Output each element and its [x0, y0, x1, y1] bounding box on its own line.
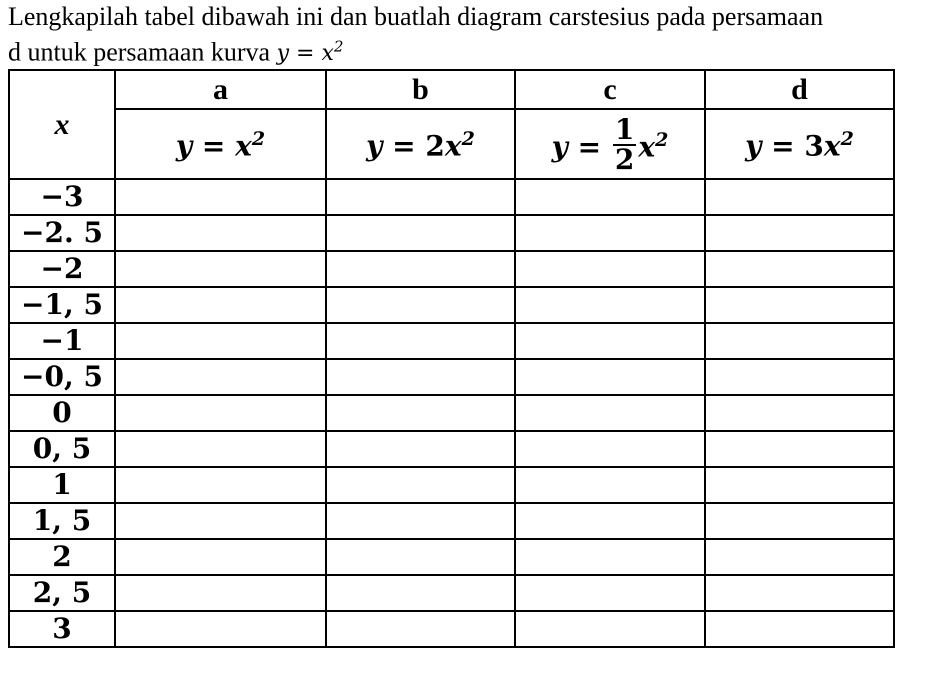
- answer-cell-d[interactable]: [705, 575, 894, 611]
- answer-cell-d[interactable]: [705, 251, 894, 287]
- answer-cell-a[interactable]: [115, 251, 326, 287]
- instruction-text: [8, 2, 943, 69]
- answer-cell-c[interactable]: [515, 539, 705, 575]
- answer-cell-d[interactable]: [705, 395, 894, 431]
- header-col-c: c: [515, 70, 705, 109]
- answer-cell-c[interactable]: [515, 323, 705, 359]
- answer-cell-d[interactable]: [705, 215, 894, 251]
- table-row: [9, 575, 894, 611]
- x-value-cell: 1: [9, 467, 115, 503]
- table-row: [9, 287, 894, 323]
- x-value-cell: −1: [9, 323, 115, 359]
- x-value-cell: −2. 5: [9, 215, 115, 251]
- instruction-eq-rhs: x: [321, 41, 334, 67]
- answer-cell-c[interactable]: [515, 431, 705, 467]
- equation-c: y = $\frac{1}{2}$ $x^2$: [515, 109, 705, 179]
- answer-cell-b[interactable]: [326, 323, 515, 359]
- x-value-cell: 0, 5: [9, 431, 115, 467]
- answer-cell-d[interactable]: [705, 323, 894, 359]
- answer-cell-d[interactable]: [705, 467, 894, 503]
- answer-cell-c[interactable]: [515, 611, 705, 647]
- value-table: [8, 69, 895, 648]
- table-row: [9, 467, 894, 503]
- header-x: x: [9, 70, 115, 179]
- instruction-eq-sign: =: [289, 41, 322, 67]
- instruction-eq-exponent: 2: [333, 38, 344, 56]
- answer-cell-a[interactable]: [115, 575, 326, 611]
- answer-cell-a[interactable]: [115, 611, 326, 647]
- header-col-b: b: [326, 70, 515, 109]
- answer-cell-d[interactable]: [705, 359, 894, 395]
- answer-cell-a[interactable]: [115, 359, 326, 395]
- answer-cell-c[interactable]: [515, 575, 705, 611]
- x-value-cell: −1, 5: [9, 287, 115, 323]
- answer-cell-b[interactable]: [326, 539, 515, 575]
- table-row: [9, 179, 894, 215]
- instruction-eq-lhs: y: [276, 41, 290, 67]
- equation-a: $y = x^2$: [115, 109, 326, 179]
- table-row: [9, 359, 894, 395]
- x-value-cell: 0: [9, 395, 115, 431]
- answer-cell-b[interactable]: [326, 215, 515, 251]
- table-row: [9, 323, 894, 359]
- answer-cell-a[interactable]: [115, 215, 326, 251]
- answer-cell-a[interactable]: [115, 179, 326, 215]
- answer-cell-b[interactable]: [326, 575, 515, 611]
- answer-cell-b[interactable]: [326, 251, 515, 287]
- answer-cell-b[interactable]: [326, 467, 515, 503]
- x-value-cell: 3: [9, 611, 115, 647]
- table-row: [9, 503, 894, 539]
- equation-b: $y = 2x^2$: [326, 109, 515, 179]
- answer-cell-b[interactable]: [326, 431, 515, 467]
- instruction-equation: [276, 38, 344, 67]
- answer-cell-a[interactable]: [115, 503, 326, 539]
- table-row: [9, 395, 894, 431]
- answer-cell-b[interactable]: [326, 359, 515, 395]
- x-value-cell: 2: [9, 539, 115, 575]
- answer-cell-c[interactable]: [515, 179, 705, 215]
- table-body: [9, 179, 894, 647]
- answer-cell-c[interactable]: [515, 467, 705, 503]
- answer-cell-b[interactable]: [326, 395, 515, 431]
- answer-cell-c[interactable]: [515, 395, 705, 431]
- answer-cell-a[interactable]: [115, 431, 326, 467]
- equation-d: $y = 3x^2$: [705, 109, 894, 179]
- answer-cell-d[interactable]: [705, 539, 894, 575]
- x-value-cell: −2: [9, 251, 115, 287]
- header-col-a: a: [115, 70, 326, 109]
- instruction-line-2: [8, 32, 943, 69]
- x-value-cell: −0, 5: [9, 359, 115, 395]
- table-row: [9, 539, 894, 575]
- answer-cell-d[interactable]: [705, 611, 894, 647]
- x-value-cell: 1, 5: [9, 503, 115, 539]
- answer-cell-c[interactable]: [515, 215, 705, 251]
- answer-cell-c[interactable]: [515, 503, 705, 539]
- table-header-row: [9, 70, 894, 109]
- table-row: [9, 215, 894, 251]
- answer-cell-c[interactable]: [515, 287, 705, 323]
- fraction-half: $\frac{1}{2}$: [614, 113, 635, 176]
- answer-cell-d[interactable]: [705, 179, 894, 215]
- table-row: [9, 611, 894, 647]
- answer-cell-a[interactable]: [115, 467, 326, 503]
- instruction-line-1: Lengkapilah tabel dibawah ini dan buatlah diagram carstesius pada persamaan: [8, 2, 824, 31]
- answer-cell-a[interactable]: [115, 395, 326, 431]
- answer-cell-c[interactable]: [515, 251, 705, 287]
- answer-cell-d[interactable]: [705, 431, 894, 467]
- table-row: [9, 251, 894, 287]
- answer-cell-d[interactable]: [705, 287, 894, 323]
- table-row: [9, 431, 894, 467]
- answer-cell-c[interactable]: [515, 359, 705, 395]
- answer-cell-b[interactable]: [326, 503, 515, 539]
- answer-cell-a[interactable]: [115, 287, 326, 323]
- header-col-d: d: [705, 70, 894, 109]
- answer-cell-a[interactable]: [115, 323, 326, 359]
- instruction-line-2-prefix: d untuk persamaan kurva: [8, 37, 277, 67]
- x-value-cell: 2, 5: [9, 575, 115, 611]
- x-value-cell: −3: [9, 179, 115, 215]
- answer-cell-b[interactable]: [326, 611, 515, 647]
- answer-cell-d[interactable]: [705, 503, 894, 539]
- answer-cell-b[interactable]: [326, 287, 515, 323]
- answer-cell-a[interactable]: [115, 539, 326, 575]
- equation-row: [9, 109, 894, 179]
- answer-cell-b[interactable]: [326, 179, 515, 215]
